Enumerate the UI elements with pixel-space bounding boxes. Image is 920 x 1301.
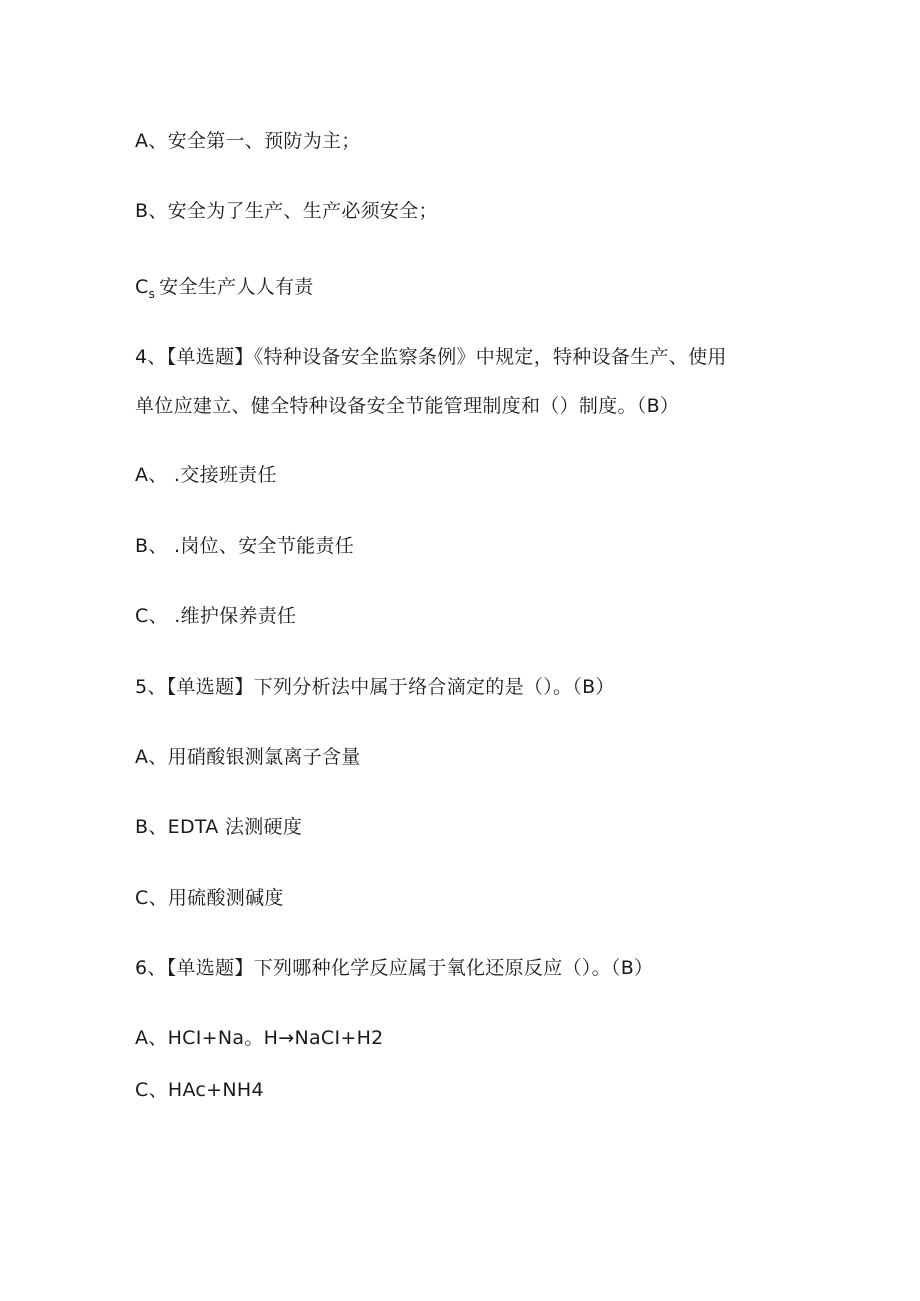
q4-stem-line1: 4、【单选题】《特种设备安全监察条例》中规定，特种设备生产、使用 <box>135 346 727 368</box>
q5-option-c: C、用硫酸测碱度 <box>135 887 284 909</box>
q3-option-c-letter: C <box>135 276 149 298</box>
q4-option-c: C、 .维护保养责任 <box>135 605 297 627</box>
q4-option-a: A、 .交接班责任 <box>135 464 277 486</box>
q5-stem: 5、【单选题】下列分析法中属于络合滴定的是（）。（B） <box>135 676 615 698</box>
q3-option-c <box>135 275 314 306</box>
q5-option-a: A、用硝酸银测氯离子含量 <box>135 746 361 768</box>
q6-option-c: C、HAc+NH4 <box>135 1079 264 1101</box>
q3-option-a: A、安全第一、预防为主； <box>135 130 361 152</box>
q3-option-c-mark: s <box>148 287 156 301</box>
q3-option-c-text: 安全生产人人有责 <box>159 276 314 298</box>
q4-option-b: B、 .岗位、安全节能责任 <box>135 535 355 557</box>
q4-stem-line2: 单位应建立、健全特种设备安全节能管理制度和（）制度。（B） <box>135 395 680 417</box>
q5-option-b: B、EDTA 法测硬度 <box>135 816 303 838</box>
q6-option-a: A、HCI+Na。H→NaCI+H2 <box>135 1027 384 1049</box>
q6-stem: 6、【单选题】下列哪种化学反应属于氧化还原反应（）。（B） <box>135 957 654 979</box>
q3-option-b: B、安全为了生产、生产必须安全； <box>135 200 438 222</box>
